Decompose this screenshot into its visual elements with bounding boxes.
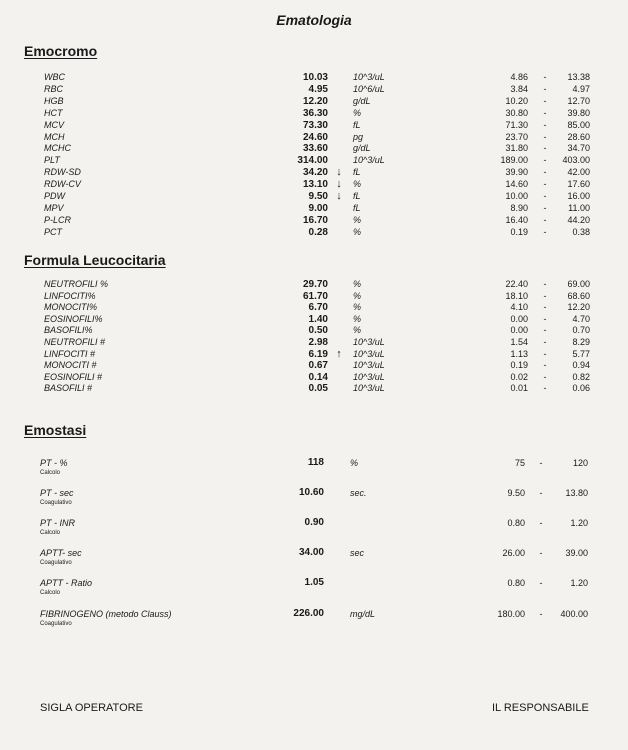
range-separator: - [543,83,547,94]
test-value: 61.70 [302,290,328,302]
footer-responsible-label: IL RESPONSABILE [492,702,589,714]
range-max: 13.38 [567,72,590,82]
test-method: Coagulativo [40,500,72,506]
test-name: PT - INR [40,518,75,528]
test-value: 4.95 [308,83,328,95]
test-name: MONOCITI% [44,302,97,313]
test-value: 9.50 [308,191,328,202]
test-value: 0.14 [308,371,328,383]
table-row [0,609,628,637]
range-separator: - [543,226,547,237]
test-name: PLT [44,155,60,166]
test-value: 314.00 [297,155,328,167]
test-method: Coagulativo [40,560,72,566]
test-method: Coagulativo [40,621,72,627]
range-max: 39.80 [567,107,590,118]
test-value: 6.19 [308,348,328,360]
range-max: 34.70 [567,143,590,154]
test-value: 6.70 [308,302,328,314]
range-max: 0.82 [572,371,590,382]
test-value: 34.00 [298,547,324,558]
test-value: 1.05 [304,577,324,588]
test-name: PT - % [40,458,68,468]
range-max: 16.00 [567,191,590,201]
test-unit: % [353,325,362,336]
test-unit: mg/dL [350,609,376,619]
flag-arrow-icon: ↓ [336,178,342,191]
test-name: MCV [44,119,64,130]
range-max: 12.70 [567,95,590,106]
test-name: MONOCITI # [44,360,97,371]
test-value: 0.90 [304,517,324,528]
test-method: Calcolo [40,470,61,476]
test-unit: fL [353,191,361,201]
range-separator: - [543,167,547,178]
range-max: 5.77 [572,348,590,359]
range-min: 0.80 [507,578,525,588]
test-unit: % [353,313,362,324]
test-unit: 10^6/uL [353,83,385,94]
test-value: 10.60 [298,487,324,498]
range-max: 1.20 [570,518,588,528]
test-name: EOSINOFILI% [44,313,103,324]
test-value: 0.05 [308,383,328,395]
range-max: 17.60 [567,179,590,190]
test-name: MPV [44,202,64,213]
range-min: 0.00 [510,325,528,336]
test-name: NEUTROFILI # [44,337,106,347]
range-min: 3.84 [510,83,528,94]
test-value: 12.20 [302,95,328,107]
test-value: 36.30 [302,107,328,119]
range-max: 39.00 [565,548,588,558]
test-value: 0.50 [308,325,328,337]
test-unit: g/dL [353,143,371,154]
range-min: 4.10 [510,302,528,313]
test-unit: sec [350,548,365,558]
range-max: 403.00 [562,155,590,166]
range-min: 0.00 [510,313,528,324]
range-min: 16.40 [505,214,528,225]
test-name: PCT [44,226,62,237]
test-name: PDW [44,191,65,201]
test-value: 33.60 [302,143,328,155]
table-row [0,548,628,576]
range-min: 30.80 [505,107,528,118]
range-min: 0.19 [510,226,528,237]
range-max: 68.60 [567,290,590,301]
range-max: 4.97 [572,83,590,94]
range-min: 39.90 [505,167,528,178]
test-value: 0.67 [308,360,328,372]
test-name: FIBRINOGENO (metodo Clauss) [40,609,172,619]
range-min: 18.10 [505,290,528,301]
range-min: 23.70 [505,131,528,142]
range-separator: - [543,119,547,130]
test-unit: fL [353,119,361,130]
range-separator: - [543,95,547,106]
range-max: 69.00 [567,279,590,289]
table-row [0,578,628,606]
range-max: 4.70 [572,313,590,324]
test-value: 118 [307,457,324,468]
test-name: NEUTROFILI % [44,279,109,289]
range-separator: - [543,290,547,301]
range-min: 1.54 [510,337,528,347]
footer-operator-label: SIGLA OPERATORE [40,702,143,714]
range-min: 180.00 [497,609,525,619]
test-value: 226.00 [293,608,324,619]
table-row [0,458,628,486]
range-min: 4.86 [510,72,528,82]
test-name: P-LCR [44,214,72,225]
test-name: EOSINOFILI # [44,371,103,382]
test-value: 1.40 [308,313,328,325]
test-value: 2.98 [308,337,328,348]
range-separator: - [539,578,543,588]
range-min: 9.50 [507,488,525,498]
test-value: 9.00 [308,202,328,214]
range-separator: - [543,383,547,394]
test-unit: pg [353,131,364,142]
test-name: APTT - Ratio [40,578,93,588]
test-name: BASOFILI # [44,383,93,394]
range-separator: - [543,179,547,190]
range-separator: - [543,143,547,154]
range-separator: - [539,609,543,619]
range-separator: - [539,488,543,498]
range-max: 13.80 [565,488,588,498]
table-row [0,488,628,516]
range-separator: - [543,72,547,82]
test-method: Calcolo [40,590,61,596]
section-heading-emocromo: Emocromo [24,43,98,59]
range-separator: - [543,214,547,225]
range-separator: - [539,518,543,528]
range-max: 1.20 [570,578,588,588]
range-separator: - [543,302,547,313]
range-max: 8.29 [572,337,590,347]
test-value: 13.10 [302,179,328,191]
test-unit: % [353,214,362,225]
test-name: LINFOCITI # [44,348,96,359]
test-name: RDW-CV [44,179,81,190]
range-min: 71.30 [505,119,528,130]
range-max: 0.06 [572,383,590,394]
range-min: 0.80 [507,518,525,528]
range-separator: - [543,131,547,142]
range-max: 0.94 [572,360,590,371]
test-name: APTT- sec [40,548,82,558]
range-separator: - [543,360,547,371]
test-unit: % [353,107,362,118]
range-min: 75 [514,458,525,468]
test-unit: g/dL [353,95,371,106]
range-separator: - [539,458,543,468]
range-min: 10.20 [505,95,528,106]
flag-arrow-icon: ↑ [336,347,342,360]
range-min: 0.02 [510,371,528,382]
test-unit: 10^3/uL [353,383,385,394]
test-unit: fL [353,167,361,178]
range-max: 12.20 [567,302,590,313]
range-max: 400.00 [560,609,588,619]
range-max: 28.60 [567,131,590,142]
section-heading-formula: Formula Leucocitaria [24,252,166,268]
test-unit: % [353,179,362,190]
report-title: Ematologia [276,12,352,28]
range-separator: - [543,337,547,347]
test-unit: % [353,279,362,289]
test-unit: 10^3/uL [353,72,385,82]
range-min: 0.01 [510,383,528,394]
test-method: Calcolo [40,530,61,536]
test-value: 10.03 [302,72,328,83]
range-separator: - [543,155,547,166]
range-separator: - [543,371,547,382]
range-max: 11.00 [568,202,590,213]
table-row [0,226,628,239]
test-unit: 10^3/uL [353,155,385,166]
range-min: 22.40 [505,279,528,289]
range-separator: - [543,202,547,213]
range-min: 26.00 [502,548,525,558]
flag-arrow-icon: ↓ [336,190,342,202]
range-separator: - [543,191,547,201]
test-value: 73.30 [302,119,328,131]
test-unit: % [353,302,362,313]
test-unit: % [353,226,362,237]
test-name: BASOFILI% [44,325,93,336]
range-separator: - [543,348,547,359]
range-max: 0.38 [572,226,590,237]
range-max: 44.20 [567,214,590,225]
test-name: PT - sec [40,488,74,498]
range-separator: - [543,107,547,118]
range-min: 189.00 [500,155,528,166]
range-min: 14.60 [505,179,528,190]
section-heading-emostasi: Emostasi [24,422,87,438]
table-row [0,518,628,546]
range-max: 120 [572,458,588,468]
range-separator: - [543,279,547,289]
test-value: 29.70 [302,279,328,290]
range-max: 85.00 [567,119,590,130]
test-name: MCH [44,131,65,142]
test-unit: % [350,458,359,468]
test-unit: 10^3/uL [353,337,385,347]
test-name: MCHC [44,143,71,154]
range-max: 0.70 [572,325,590,336]
range-separator: - [539,548,543,558]
range-max: 42.00 [567,167,590,178]
test-value: 16.70 [302,214,328,226]
range-min: 31.80 [505,143,528,154]
test-name: RDW-SD [44,167,81,178]
test-name: HGB [44,95,64,106]
test-name: WBC [44,72,65,82]
test-unit: % [353,290,362,301]
flag-arrow-icon: ↓ [336,166,342,179]
range-separator: - [543,325,547,336]
range-min: 8.90 [510,202,528,213]
range-min: 0.19 [510,360,528,371]
test-unit: fL [353,202,361,213]
test-name: LINFOCITI% [44,290,96,301]
test-value: 0.28 [308,226,328,238]
range-min: 10.00 [505,191,528,201]
test-name: RBC [44,83,64,94]
range-separator: - [543,313,547,324]
test-unit: 10^3/uL [353,348,385,359]
test-name: HCT [44,107,63,118]
test-unit: 10^3/uL [353,371,385,382]
range-min: 1.13 [510,348,528,359]
table-row [0,382,628,395]
test-unit: sec. [350,488,367,498]
test-unit: 10^3/uL [353,360,385,371]
test-value: 24.60 [302,131,328,143]
test-value: 34.20 [302,167,328,179]
